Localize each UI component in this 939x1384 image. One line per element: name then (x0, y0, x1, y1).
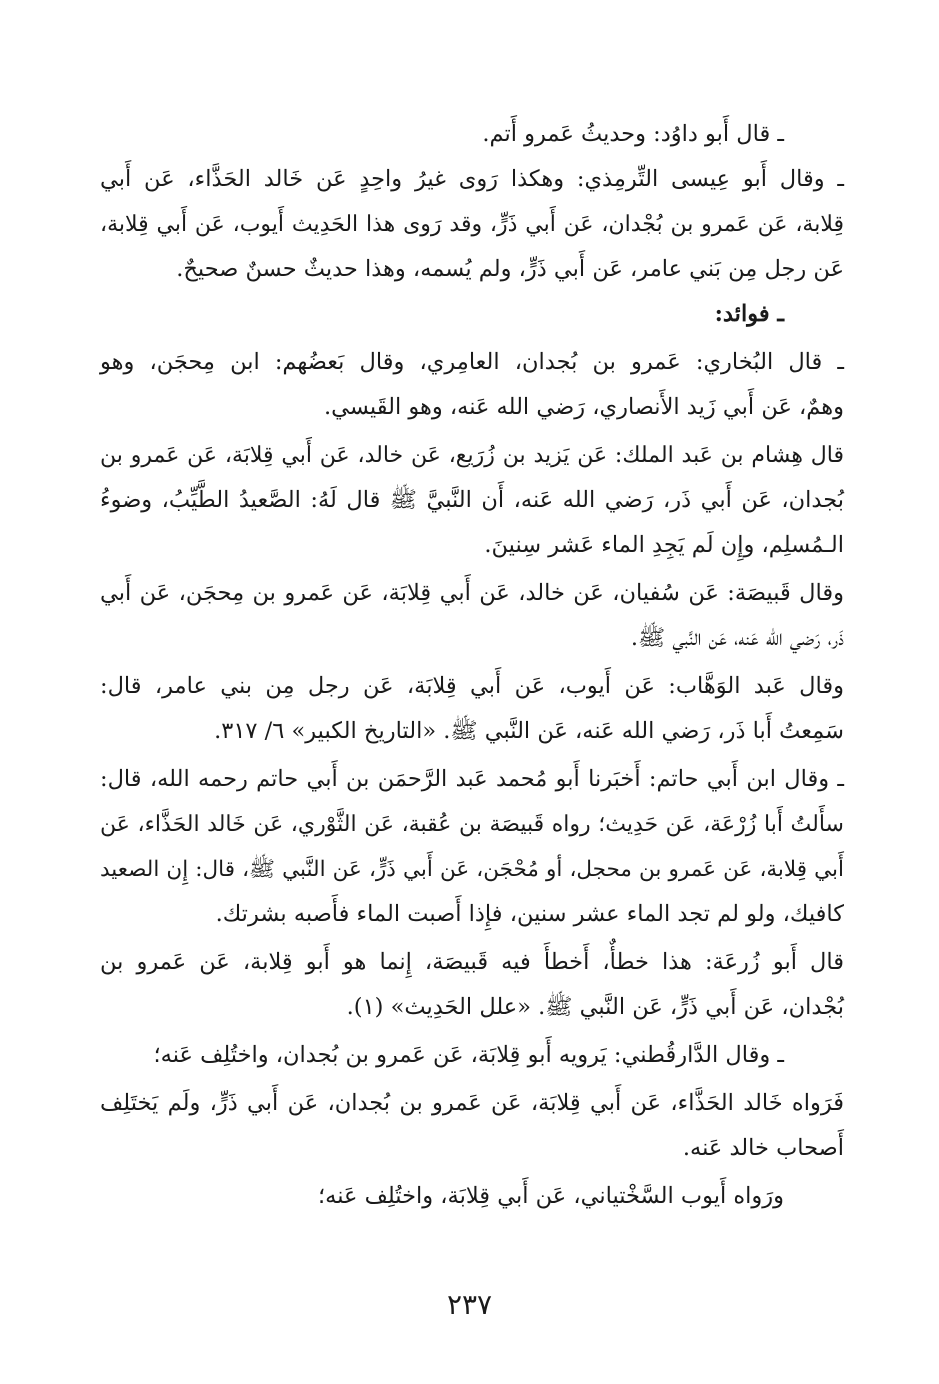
text-line: ـ وقال الدَّارقُطني: يَرويه أَبو قِلابَة، عَن عَمرو بن بُجدان، واختُلِف عَنه؛ (153, 1042, 784, 1068)
text-line: أَبي قِلابة، عَن عَمرو بن محجل، أو مُحْجَن، عَن أَبي ذَرٍّ، عَن النَّبي ﷺ، قال: إِن الصعيد (100, 857, 844, 882)
text-line: الـمُسلِم، وإِن لَم يَجِدِ الماء عَشر سِنينَ. (484, 532, 844, 558)
text-line: وقال عَبد الوَهَّاب: عَن أَيوب، عَن أَبي قِلابَة، عَن رجل مِن بني عامر، قال: (100, 673, 844, 699)
text-line: ـ وقال ابن أَبي حاتم: أَخبَرنا أَبو مُحمد عَبد الرَّحمَن بن أَبي حاتم رحمه الله، قال: (100, 766, 844, 792)
text-line: سأَلتُ أَبا زُرْعَة، عَن حَدِيث؛ رواه قَبيصَة بن عُقبة، عَن الثَّوْري، عَن خَالد الحَذَّاء، عَن (100, 812, 844, 837)
text-line: ـ وقال أَبو عِيسى التِّرمِذي: وهكذا رَوى غيرُ واحِدٍ عَن خَالد الحَذَّاء، عَن أَبي (100, 166, 844, 192)
text-line: عَن رجل مِن بَني عامر، عَن أَبي ذَرٍّ، ولم يُسمه، وهذا حديثٌ حسنٌ صحيحٌ. (176, 256, 844, 282)
text-line: قِلابة، عَن عَمرو بن بُجْدان، عَن أَبي ذَرٍّ، وقد رَوى هذا الحَدِيث أَيوب، عَن أَبي قِلابة، (100, 212, 844, 237)
text-line: ـ قال أَبو داوُد: وحديثُ عَمرو أَتم. (482, 121, 784, 147)
text-line: كافيك، ولو لم تجد الماء عشر سنين، فإِذا أَصبت الماء فأَصبه بشرتك. (215, 901, 844, 927)
text-line: قال أَبو زُرعَة: هذا خطأٌ، أَخطأَ فيه قَبيصَة، إِنما هو أَبو قِلابة، عَن عَمرو بن (100, 949, 844, 975)
text-line: ورَواه أَيوب السَّخْتياني، عَن أَبي قِلابَة، واختُلِف عَنه؛ (317, 1183, 784, 1209)
page-body (100, 112, 844, 1219)
text-line: سَمِعتُ أَبا ذَر، رَضي الله عَنه، عَن النَّبي ﷺ. «التاريخ الكبير» ٦/ ٣١٧. (214, 718, 844, 744)
text-line: فَرَواه خَالد الحَذَّاء، عَن أَبي قِلابَة، عَن عَمرو بن بُجدان، عَن أَبي ذَرٍّ، ولَم يَختَلِف (100, 1090, 844, 1116)
text-line: وهمٌ، عَن أَبي زَيد الأَنصاري، رَضي الله عَنه، وهو القَيسي. (323, 394, 844, 420)
section-heading: ـ فوائد: (714, 301, 784, 327)
text-line: وقال قَبيصَة: عَن سُفيان، عَن خالد، عَن أَبي قِلابَة، عَن عَمرو بن مِحجَن، عَن أَبي (100, 580, 844, 606)
text-line: بُجْدان، عَن أَبي ذَرٍّ، عَن النَّبي ﷺ. «علل الحَدِيث» (١). (346, 994, 844, 1020)
text-line: قال هِشام بن عَبد الملك: عَن يَزيد بن زُرَيع، عَن خالد، عَن أَبي قِلابَة، عَن عَمرو بن (100, 443, 844, 468)
text-line: بُجدان، عَن أَبي ذَر، رَضي الله عَنه، أَن النَّبيَّ ﷺ قال لَهُ: الصَّعيدُ الطَّيِّبُ، وضوءُ (100, 487, 844, 513)
page-number: ٢٣٧ (446, 1288, 493, 1321)
text-line: أَصحاب خالد عَنه. (682, 1135, 844, 1161)
text-line: ذَر، رَضي الله عَنه، عَن النَّبي ﷺ. (630, 625, 844, 651)
text-line: ـ قال البُخاري: عَمرو بن بُجدان، العامِري، وقال بَعضُهم: ابن مِحجَن، وهو (100, 349, 844, 375)
